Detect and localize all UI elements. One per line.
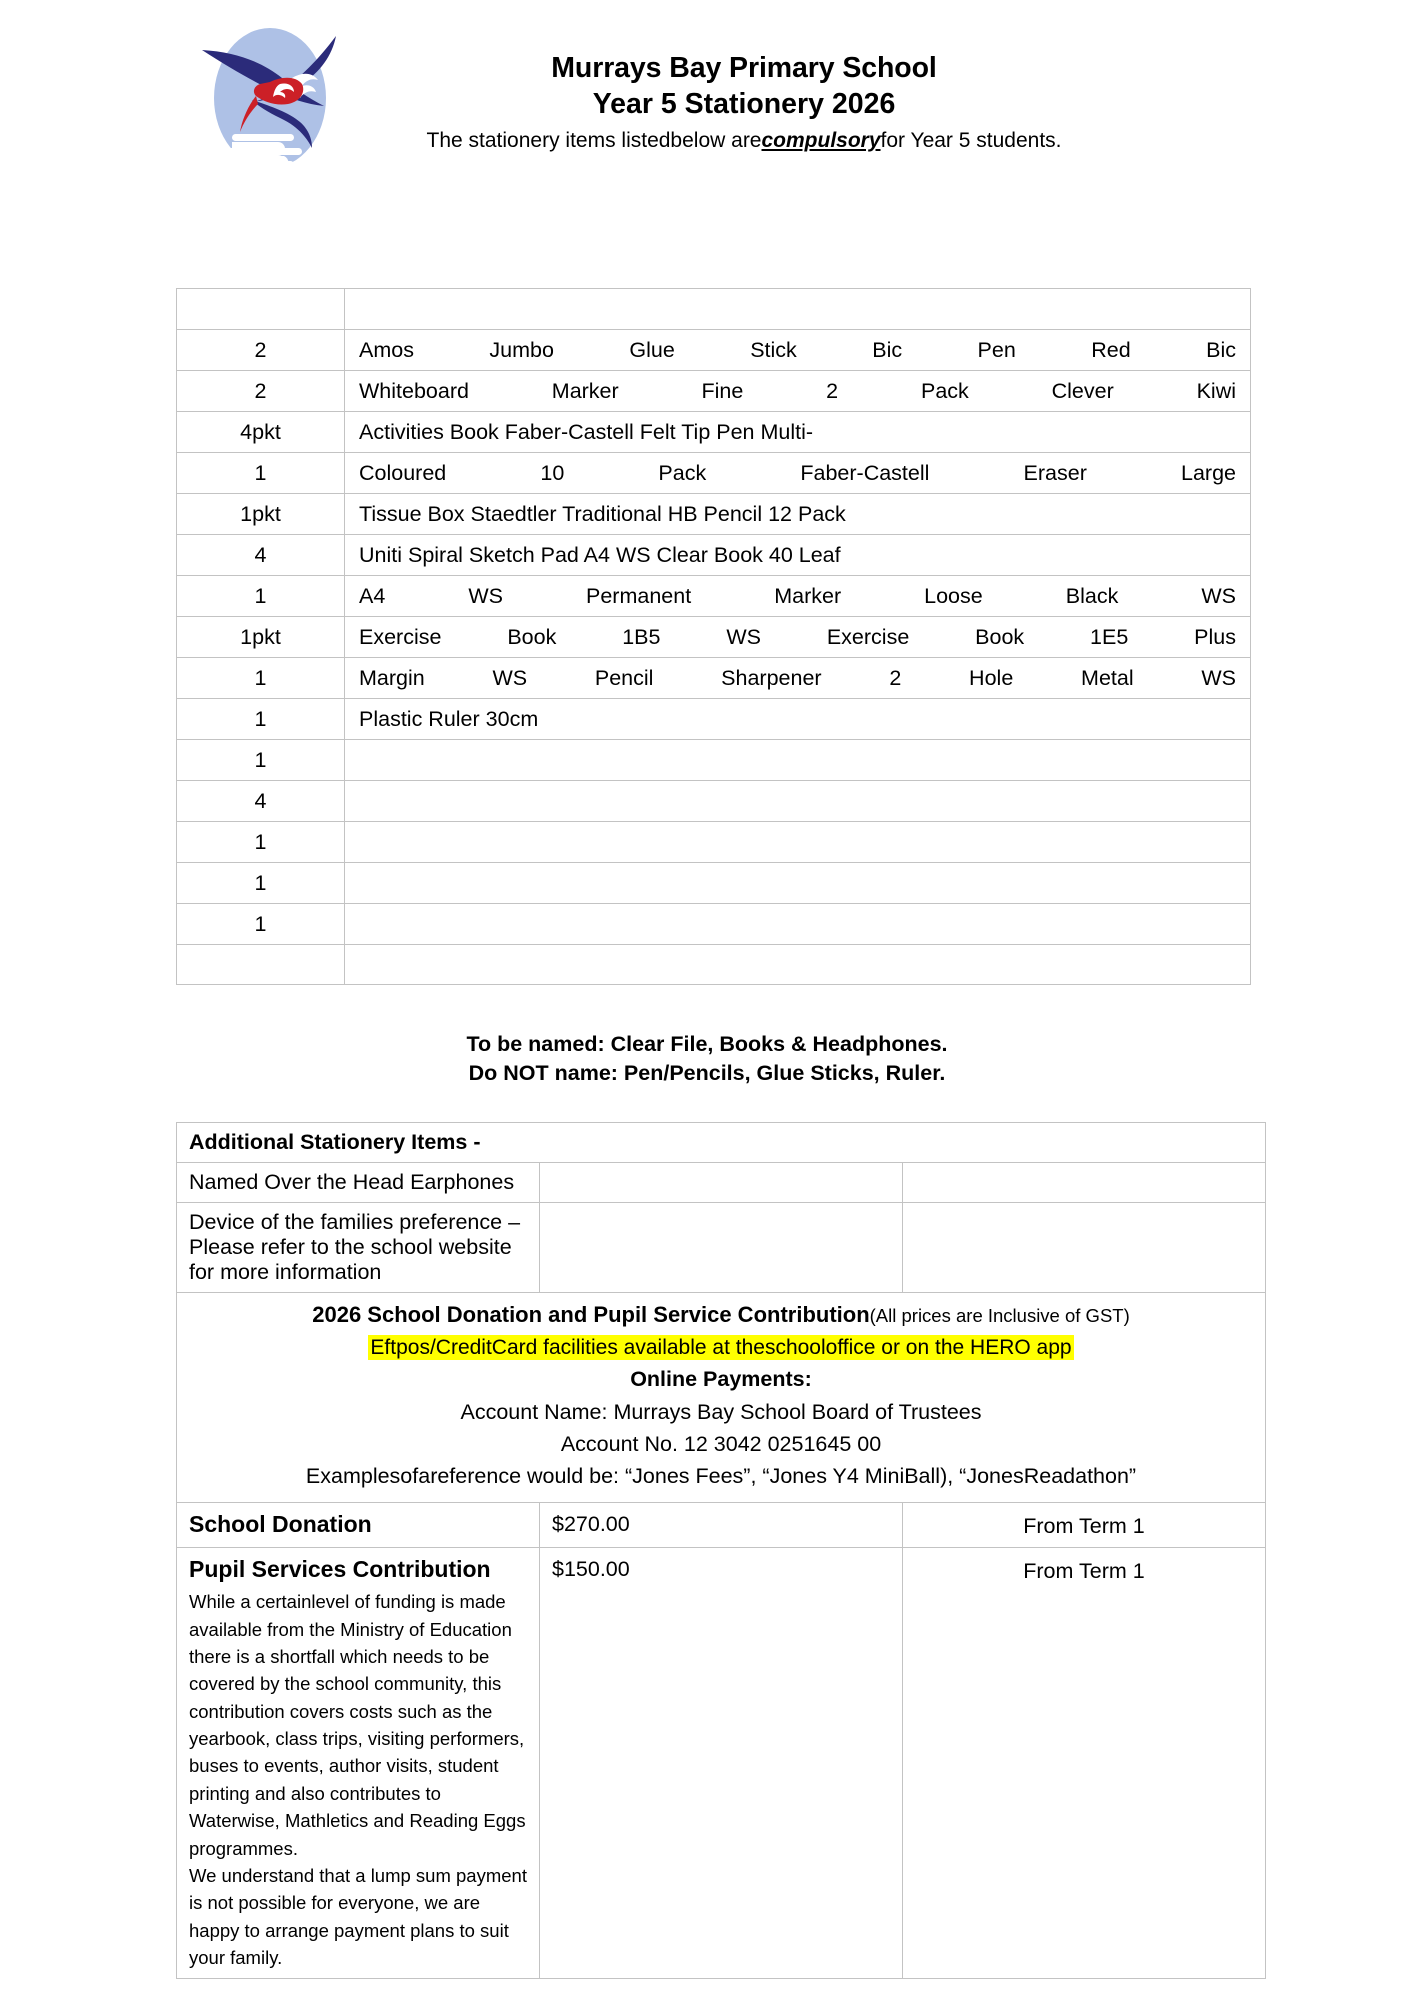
school-donation-cell	[177, 1503, 540, 1548]
additional-item-earphones-price	[540, 1163, 903, 1203]
table-row	[177, 535, 1251, 576]
pupil-services-term: From Term 1	[903, 1548, 1266, 1979]
cell-description: Coloured 10 Pack Faber-Castell Eraser Large	[345, 453, 1251, 494]
additional-item-device-term	[903, 1203, 1266, 1293]
cell-quantity: 1	[177, 822, 345, 863]
pupil-services-paragraph-2: We understand that a lump sum payment is not possible for everyone, we are happy to arrange payment plans to suit your family.	[189, 1864, 527, 1969]
cell-quantity: 1	[177, 453, 345, 494]
table-row-pupil-services	[177, 1548, 1266, 1979]
table-row	[177, 658, 1251, 699]
cell-description: Amos Jumbo Glue Stick Bic Pen Red Bic	[345, 330, 1251, 371]
cell-description	[345, 863, 1251, 904]
compulsory-emphasis: compulsory	[761, 128, 881, 152]
account-number: Account No. 12 3042 0251645 00	[560, 1431, 882, 1456]
cell-description: Activities Book Faber-Castell Felt Tip Pen Multi-	[345, 412, 1251, 453]
compulsory-note-after: for Year 5 students.	[880, 128, 1062, 152]
cell-description: Plastic Ruler 30cm	[345, 699, 1251, 740]
stationery-items-table	[176, 288, 1251, 985]
page-title: Year 5 Stationery 2026	[592, 88, 896, 121]
table-row	[177, 494, 1251, 535]
table-row	[177, 740, 1251, 781]
pupil-services-label: Pupil Services Contribution	[189, 1556, 491, 1583]
cell-quantity: 1	[177, 699, 345, 740]
cell-description: A4 WS Permanent Marker Loose Black WS	[345, 576, 1251, 617]
cell-quantity: 4	[177, 535, 345, 576]
table-row-school-donation	[177, 1503, 1266, 1548]
naming-instructions	[0, 1030, 1414, 1089]
compulsory-note-before: The stationery items listedbelow are	[426, 128, 762, 152]
stationery-table-body	[177, 289, 1251, 985]
donation-title-line	[187, 1299, 1255, 1331]
cell-description	[345, 740, 1251, 781]
cell-quantity	[177, 945, 345, 985]
cell-quantity: 1pkt	[177, 494, 345, 535]
cell-quantity: 4	[177, 781, 345, 822]
document-header	[0, 0, 1414, 192]
account-name: Account Name: Murrays Bay School Board of Trustees	[460, 1399, 982, 1424]
eftpos-line	[187, 1331, 1255, 1364]
cell-quantity: 4pkt	[177, 412, 345, 453]
naming-note-line-2: Do NOT name: Pen/Pencils, Glue Sticks, Ruler.	[468, 1061, 946, 1086]
table-row	[177, 863, 1251, 904]
table-row	[177, 822, 1251, 863]
school-name: Murrays Bay Primary School	[551, 52, 937, 84]
additional-items-and-fees-table	[176, 1122, 1266, 1979]
cell-quantity: 2	[177, 330, 345, 371]
additional-item-device-price	[540, 1203, 903, 1293]
table-row	[177, 945, 1251, 985]
cell-quantity	[177, 289, 345, 330]
donation-title: 2026 School Donation and Pupil Service Contribution	[312, 1302, 870, 1327]
pupil-services-paragraph-1: While a certainlevel of funding is made available from the Ministry of Education there is a shortfall which needs to be covered by the school community, this contribution covers costs such as the yearbook, class trips, visiting performers, buses to events, author visits, student printing and also contributes to Waterwise, Mathletics and Reading Eggs programmes.	[189, 1591, 526, 1859]
table-row-earphones	[177, 1163, 1266, 1203]
cell-quantity: 1	[177, 904, 345, 945]
cell-description	[345, 822, 1251, 863]
gst-note: (All prices are Inclusive of GST)	[869, 1305, 1130, 1326]
cell-description: Tissue Box Staedtler Traditional HB Pencil 12 Pack	[345, 494, 1251, 535]
school-donation-label: School Donation	[189, 1511, 372, 1538]
cell-quantity: 1	[177, 658, 345, 699]
additional-item-earphones-term	[903, 1163, 1266, 1203]
additional-item-device: Device of the families preference – Please refer to the school website for more information	[177, 1203, 540, 1293]
cell-description	[345, 945, 1251, 985]
table-row-additional-heading	[177, 1123, 1266, 1163]
table-row	[177, 412, 1251, 453]
cell-quantity: 1	[177, 863, 345, 904]
naming-note-line-1: To be named: Clear File, Books & Headphones.	[466, 1032, 948, 1056]
table-row	[177, 781, 1251, 822]
cell-description	[345, 781, 1251, 822]
cell-quantity: 1pkt	[177, 617, 345, 658]
table-row	[177, 371, 1251, 412]
pupil-services-amount: $150.00	[540, 1548, 903, 1979]
online-payments-label: Online Payments:	[630, 1367, 812, 1392]
table-row	[177, 699, 1251, 740]
school-logo-icon	[196, 22, 344, 174]
reference-example: Examplesofareference would be: “Jones Fees”, “Jones Y4 MiniBall), “JonesReadathon”	[305, 1464, 1137, 1489]
cell-description: Margin WS Pencil Sharpener 2 Hole Metal WS	[345, 658, 1251, 699]
cell-description	[345, 904, 1251, 945]
table-row	[177, 576, 1251, 617]
compulsory-note	[344, 127, 1144, 155]
pupil-services-cell	[177, 1548, 540, 1979]
table-row	[177, 330, 1251, 371]
cell-quantity: 1	[177, 740, 345, 781]
additional-item-earphones: Named Over the Head Earphones	[177, 1163, 540, 1203]
cell-description: Uniti Spiral Sketch Pad A4 WS Clear Book 40 Leaf	[345, 535, 1251, 576]
school-donation-term: From Term 1	[903, 1503, 1266, 1548]
table-row-device	[177, 1203, 1266, 1293]
header-text-block	[344, 50, 1144, 155]
table-row-donation-info	[177, 1293, 1266, 1503]
cell-description: Whiteboard Marker Fine 2 Pack Clever Kiwi	[345, 371, 1251, 412]
table-row	[177, 904, 1251, 945]
table-row	[177, 617, 1251, 658]
cell-quantity: 2	[177, 371, 345, 412]
eftpos-highlight: Eftpos/CreditCard facilities available at theschooloffice or on the HERO app	[370, 1335, 1072, 1359]
cell-quantity: 1	[177, 576, 345, 617]
cell-description: Exercise Book 1B5 WS Exercise Book 1E5 Plus	[345, 617, 1251, 658]
extra-table-body	[177, 1123, 1266, 1979]
pupil-services-description	[189, 1588, 527, 1971]
donation-info-block	[177, 1293, 1266, 1503]
cell-description	[345, 289, 1251, 330]
school-donation-amount: $270.00	[540, 1503, 903, 1548]
additional-items-heading: Additional Stationery Items -	[177, 1123, 1266, 1163]
table-row	[177, 453, 1251, 494]
table-row	[177, 289, 1251, 330]
